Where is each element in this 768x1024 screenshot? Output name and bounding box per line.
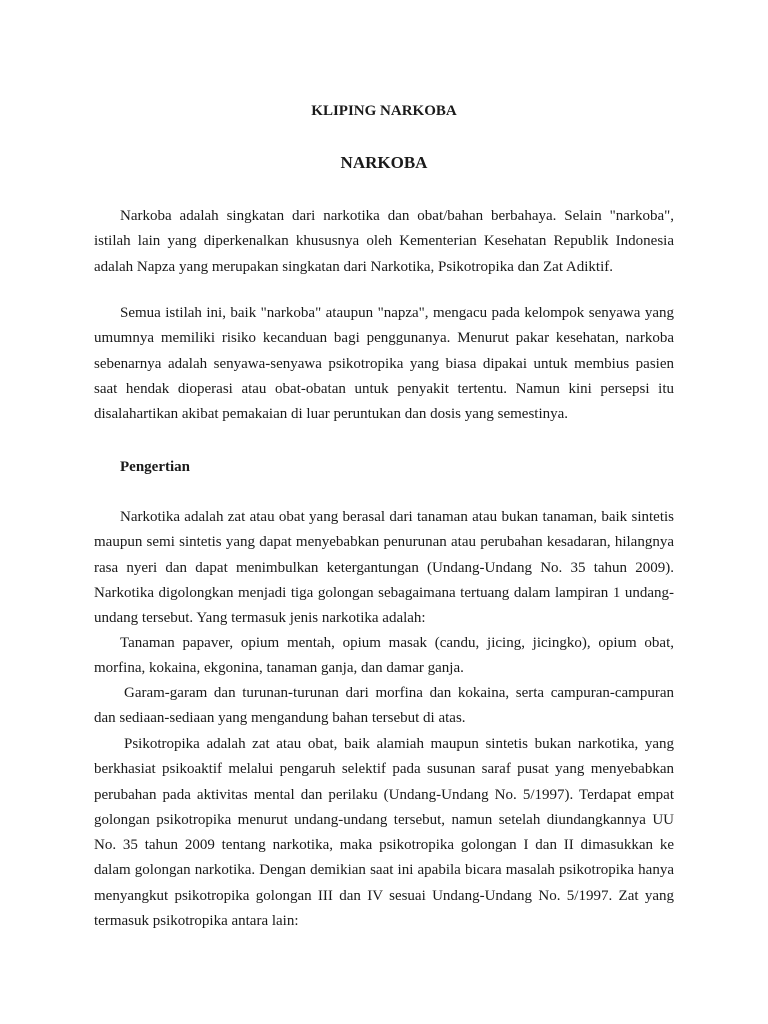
intro-paragraph-2: Semua istilah ini, baik "narkoba" ataupun "napza", mengacu pada kelompok senyawa yang umumnya memiliki risiko kecanduan bagi penggunanya. Menurut pakar kesehatan, narkoba sebenarnya adalah senyawa-senyawa psikotropika yang biasa dipakai untuk membius pasien saat hendak dioperasi atau obat-obatan untuk penyakit tertentu. Namun kini persepsi itu disalahartikan akibat pemakaian di luar peruntukan dan dosis yang semestinya. — [94, 305, 674, 423]
document-heading: NARKOBA — [340, 153, 428, 172]
narkotika-list-item-1: Tanaman papaver, opium mentah, opium masak (candu, jicing, jicingko), opium obat, morfina, kokaina, ekgonina, tanaman ganja, dan damar ganja. — [94, 635, 674, 677]
narkotika-definition-paragraph: Narkotika adalah zat atau obat yang berasal dari tanaman atau bukan tanaman, baik sintetis maupun semi sintetis yang dapat menyebabkan penurunan atau perubahan kesadaran, hilangnya rasa nyeri dan dapat menimbulkan ketergantungan (Undang-Undang No. 35 tahun 2009). Narkotika digolongkan menjadi tiga golongan sebagaimana tertuang dalam lampiran 1 undang-undang tersebut. Yang termasuk jenis narkotika adalah: — [94, 509, 674, 627]
section-subheading: Pengertian — [120, 459, 190, 475]
psikotropika-definition-paragraph: Psikotropika adalah zat atau obat, baik alamiah maupun sintetis bukan narkotika, yang berkhasiat psikoaktif melalui pengaruh selektif pada susunan saraf pusat yang menyebabkan perubahan pada aktivitas mental dan perilaku (Undang-Undang No. 5/1997). Terdapat empat golongan psikotropika menurut undang-undang tersebut, namun setelah diundangkannya UU No. 35 tahun 2009 tentang narkotika, maka psikotropika golongan I dan II dimasukkan ke dalam golongan narkotika. Dengan demikian saat ini apabila bicara masalah psikotropika hanya menyangkut psikotropika golongan III dan IV sesuai Undang-Undang No. 5/1997. Zat yang termasuk psikotropika antara lain: — [94, 736, 674, 930]
document-title: KLIPING NARKOBA — [311, 103, 457, 119]
intro-paragraph-1: Narkoba adalah singkatan dari narkotika dan obat/bahan berbahaya. Selain "narkoba", istilah lain yang diperkenalkan khususnya oleh Kementerian Kesehatan Republik Indonesia adalah Napza yang merupakan singkatan dari Narkotika, Psikotropika dan Zat Adiktif. — [94, 208, 674, 275]
narkotika-list-item-2: Garam-garam dan turunan-turunan dari morfina dan kokaina, serta campuran-campuran dan sediaan-sediaan yang mengandung bahan tersebut di atas. — [94, 685, 674, 727]
